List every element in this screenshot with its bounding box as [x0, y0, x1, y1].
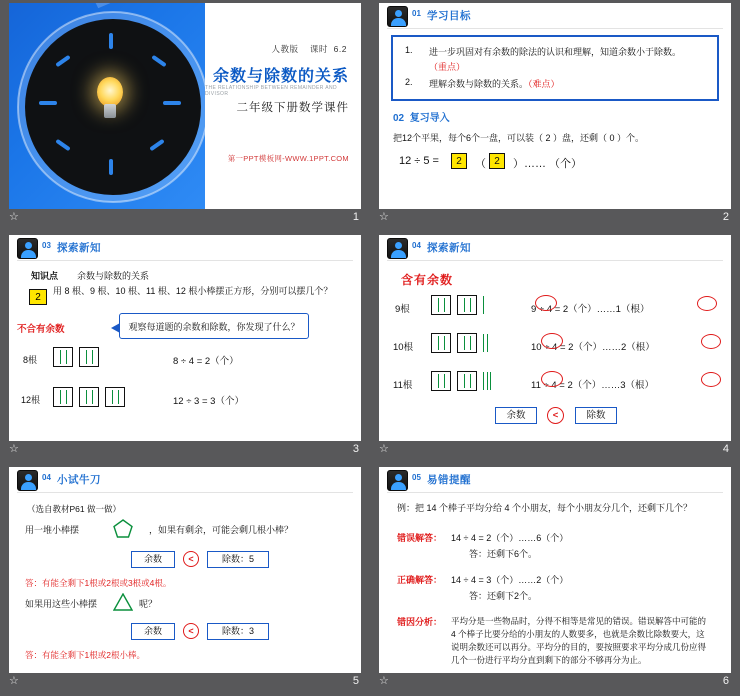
slide-4[interactable]: [379, 235, 731, 441]
avatar: [387, 238, 408, 259]
triangle-icon: [113, 593, 133, 611]
avatar: [387, 470, 408, 491]
row-2-squares: [431, 333, 477, 353]
analysis-label: 错因分析：: [397, 617, 443, 627]
divisor-box[interactable]: 除数: [575, 407, 617, 424]
section-number: 05: [412, 473, 421, 482]
hint-bubble: 观察每道题的余数和除数，你发现了什么？: [119, 313, 309, 339]
knowledge-point-title: 余数与除数的关系: [77, 271, 150, 281]
textbook-note: （选自教材P61 做一做）: [27, 504, 121, 514]
goal-2-text: [429, 77, 709, 90]
section-title: 探索新知: [427, 242, 471, 254]
answer-1: 答：有能全剩下1根或2根或3根或4根。: [25, 578, 172, 588]
unit-circle-1: [697, 296, 717, 311]
avatar: [387, 6, 408, 27]
section-number: 01: [412, 9, 421, 18]
publisher-label: 人教版: [271, 44, 299, 54]
equation-middle: （: [475, 158, 486, 170]
slide-3-header: [9, 235, 361, 261]
lesson-number: 6.2: [333, 44, 347, 54]
less-than-sign-2: <: [183, 623, 199, 639]
review-question: 把12个平果，每个6个一盘，可以装（ 2 ）盘，还剩（ 0 ）个。: [393, 133, 645, 143]
favorite-icon[interactable]: ☆: [9, 211, 19, 223]
equation-right: ）…… （个）: [513, 158, 583, 170]
slide-5-header: [9, 467, 361, 493]
right-answer-line-1: 14 ÷ 4 = 3（个）……2（个）: [451, 575, 569, 585]
square-shape: [431, 295, 451, 315]
slide-2-footer: [379, 209, 731, 225]
slide-6[interactable]: [379, 467, 731, 673]
square-shape: [53, 387, 73, 407]
no-remainder-label: 不合有余数: [17, 324, 65, 335]
row-2-equation: 12 ÷ 3 = 3（个）: [173, 396, 244, 407]
slide-1[interactable]: [9, 3, 361, 209]
clock-tick: [163, 101, 181, 105]
review-equation: [399, 155, 439, 167]
answer-box-1[interactable]: 2: [451, 153, 467, 169]
stick-shape: [483, 334, 484, 352]
avatar: [17, 470, 38, 491]
section-2-heading: [393, 109, 450, 124]
section-title: 小试牛刀: [57, 474, 101, 486]
example-text: 例：把 14 个棒子平均分给 4 个小朋友，每个小朋友分几个，还剩下几个？: [397, 503, 693, 513]
answer-box-2[interactable]: 2: [489, 153, 505, 169]
slide-3-footer: [9, 441, 361, 457]
square-shape: [457, 333, 477, 353]
english-subtitle: THE RELATIONSHIP BETWEEN REMAINDER AND DIVISOR: [205, 85, 337, 97]
remainder-box-2[interactable]: 余数: [131, 623, 175, 640]
problem-text: 用 8 根、9 根、10 根、11 根、12 根小棒摆正方形，分别可以摆几个？: [53, 286, 333, 296]
question-1-part-b: ，如果有剩余，可能会剩几根小棒？: [149, 525, 294, 535]
header-divider: [17, 260, 353, 261]
section-title: 探索新知: [57, 242, 101, 254]
slide-1-image-panel: [9, 3, 205, 209]
question-2-part-b: 呢？: [139, 599, 158, 609]
slide-2-header: [379, 3, 731, 29]
slide-2[interactable]: [379, 3, 731, 209]
header-divider: [17, 492, 353, 493]
right-answer-label: 正确解答：: [397, 575, 443, 585]
slide-number: 2: [722, 211, 729, 223]
goal-1-text: [429, 45, 709, 75]
slide-cell-2[interactable]: [370, 0, 740, 232]
lightbulb-icon: [93, 77, 127, 123]
row-1-sticks: [483, 296, 484, 314]
square-shape: [457, 371, 477, 391]
slide-1-footer: [9, 209, 361, 225]
slide-6-footer: [379, 673, 731, 689]
goal-1-number: 1.: [405, 45, 413, 55]
square-shape: [457, 295, 477, 315]
lesson-label: 课时: [309, 44, 328, 54]
stick-shape: [483, 372, 484, 390]
slide-cell-6[interactable]: [370, 464, 740, 696]
row-1-label: 9根: [395, 304, 410, 315]
favorite-icon[interactable]: ☆: [379, 675, 389, 687]
square-shape: [79, 347, 99, 367]
section-title: 易错提醒: [427, 474, 471, 486]
unit-circle-3: [701, 372, 721, 387]
row-3-squares: [431, 371, 477, 391]
remainder-box-1[interactable]: 余数: [131, 551, 175, 568]
stick-shape: [490, 372, 491, 390]
question-2-part-a: 如果用这些小棒摆: [25, 599, 98, 609]
slide-cell-4[interactable]: [370, 232, 740, 464]
pentagon-icon: [113, 519, 133, 538]
divisor-box-1[interactable]: 除数：5: [207, 551, 269, 568]
divisor-circle-1: [535, 295, 557, 311]
slide-cell-1[interactable]: [0, 0, 370, 232]
divisor-circle-2: [541, 333, 563, 349]
clock-tick: [109, 159, 113, 175]
square-shape: [431, 371, 451, 391]
goal-2-number: 2.: [405, 77, 413, 87]
header-divider: [387, 492, 723, 493]
right-answer-line-2: 答：还剩下2个。: [469, 591, 538, 601]
slide-3[interactable]: [9, 235, 361, 441]
less-than-sign: <: [547, 407, 564, 424]
row-1-label: 8根: [23, 355, 38, 365]
row-3-equation: 11 ÷ 4 = 2（个）……3（根）: [531, 380, 655, 391]
clock-tick: [109, 33, 113, 49]
problem-number-box[interactable]: 2: [29, 289, 47, 305]
square-shape: [105, 387, 125, 407]
header-divider: [387, 260, 723, 261]
answer-2: 答：有能全剩下1根或2根小棒。: [25, 650, 145, 660]
slide-4-footer: [379, 441, 731, 457]
stick-shape: [487, 334, 488, 352]
stick-shape: [483, 296, 484, 314]
slide-1-title-area: [205, 3, 361, 209]
remainder-box[interactable]: 余数: [495, 407, 537, 424]
square-shape: [431, 333, 451, 353]
row-3-sticks: [483, 372, 491, 390]
slide-cell-3[interactable]: [0, 232, 370, 464]
divisor-circle-3: [541, 371, 563, 387]
wrong-answer-label: 错误解答：: [397, 533, 443, 543]
favorite-icon[interactable]: ☆: [9, 675, 19, 687]
goals-box: [391, 35, 719, 101]
divisor-box-2[interactable]: 除数：3: [207, 623, 269, 640]
slide-number: 6: [722, 675, 729, 687]
goal-2-body: 理解余数与除数的关系。: [429, 79, 529, 89]
section-title: 学习目标: [427, 10, 471, 22]
row-1-equation: 8 ÷ 4 = 2（个）: [173, 356, 239, 367]
favorite-icon[interactable]: ☆: [9, 443, 19, 455]
square-shape: [53, 347, 73, 367]
header-divider: [387, 28, 723, 29]
slide-number: 1: [352, 211, 359, 223]
row-2-squares: [53, 387, 125, 407]
knowledge-point-label: 知识点: [31, 271, 59, 281]
section-number: 03: [42, 241, 51, 250]
row-1-squares: [53, 347, 99, 367]
source-credit: 第一PPT模板网-WWW.1PPT.COM: [227, 154, 349, 163]
slide-cell-5[interactable]: [0, 464, 370, 696]
clock-tick: [39, 101, 57, 105]
section-2-number: 02: [393, 113, 405, 124]
square-shape: [79, 387, 99, 407]
avatar: [17, 238, 38, 259]
goal-2-tag: （难点）: [528, 79, 560, 89]
row-2-label: 12根: [21, 395, 41, 405]
stick-shape: [487, 372, 488, 390]
slide-number: 4: [722, 443, 729, 455]
slide-5-footer: [9, 673, 361, 689]
section-2-title: 复习导入: [409, 113, 450, 124]
favorite-icon[interactable]: ☆: [379, 211, 389, 223]
row-2-sticks: [483, 334, 488, 352]
slide-6-header: [379, 467, 731, 493]
section-number: 04: [42, 473, 51, 482]
equation-left: 12 ÷ 5 =: [399, 155, 439, 167]
row-3-label: 11根: [393, 380, 413, 391]
row-1-equation: 9 ÷ 4 = 2（个）……1（根）: [531, 304, 650, 315]
question-1-part-a: 用一堆小棒摆: [25, 525, 80, 535]
course-subtitle: 二年级下册数学课件: [236, 102, 349, 114]
section-number: 04: [412, 241, 421, 250]
row-1-squares: [431, 295, 477, 315]
unit-circle-2: [701, 334, 721, 349]
row-2-label: 10根: [393, 342, 414, 353]
remainder-heading: 含有余数: [401, 273, 454, 287]
goal-1-body: 进一步巩固对有余数的除法的认识和理解，知道余数小于除数。: [429, 47, 682, 57]
analysis-text: 平均分是一些物品时，分得不相等是常见的错误。错误解答中可能的 4 个棒子比要分给的小朋友的人数要多，也就是余数比除数要大，这说明余数还可以再分。平均分的目的，要按照要求平均分成几份应得几个一份进行平均分直到剩下的部分不够再分为止。: [451, 616, 707, 665]
row-2-equation: 10 ÷ 4 = 2（个）……2（根）: [531, 342, 655, 353]
slide-5[interactable]: [9, 467, 361, 673]
wrong-answer-line-1: 14 ÷ 4 = 2（个）……6（个）: [451, 533, 569, 543]
favorite-icon[interactable]: ☆: [379, 443, 389, 455]
page-title: 余数与除数的关系: [212, 68, 349, 85]
slide-number: 5: [352, 675, 359, 687]
less-than-sign-1: <: [183, 551, 199, 567]
slide-1-meta: [271, 43, 347, 55]
slide-number: 3: [352, 443, 359, 455]
slide-4-header: [379, 235, 731, 261]
wrong-answer-line-2: 答：还剩下6个。: [469, 549, 538, 559]
goal-1-tag: （重点）: [429, 62, 466, 72]
